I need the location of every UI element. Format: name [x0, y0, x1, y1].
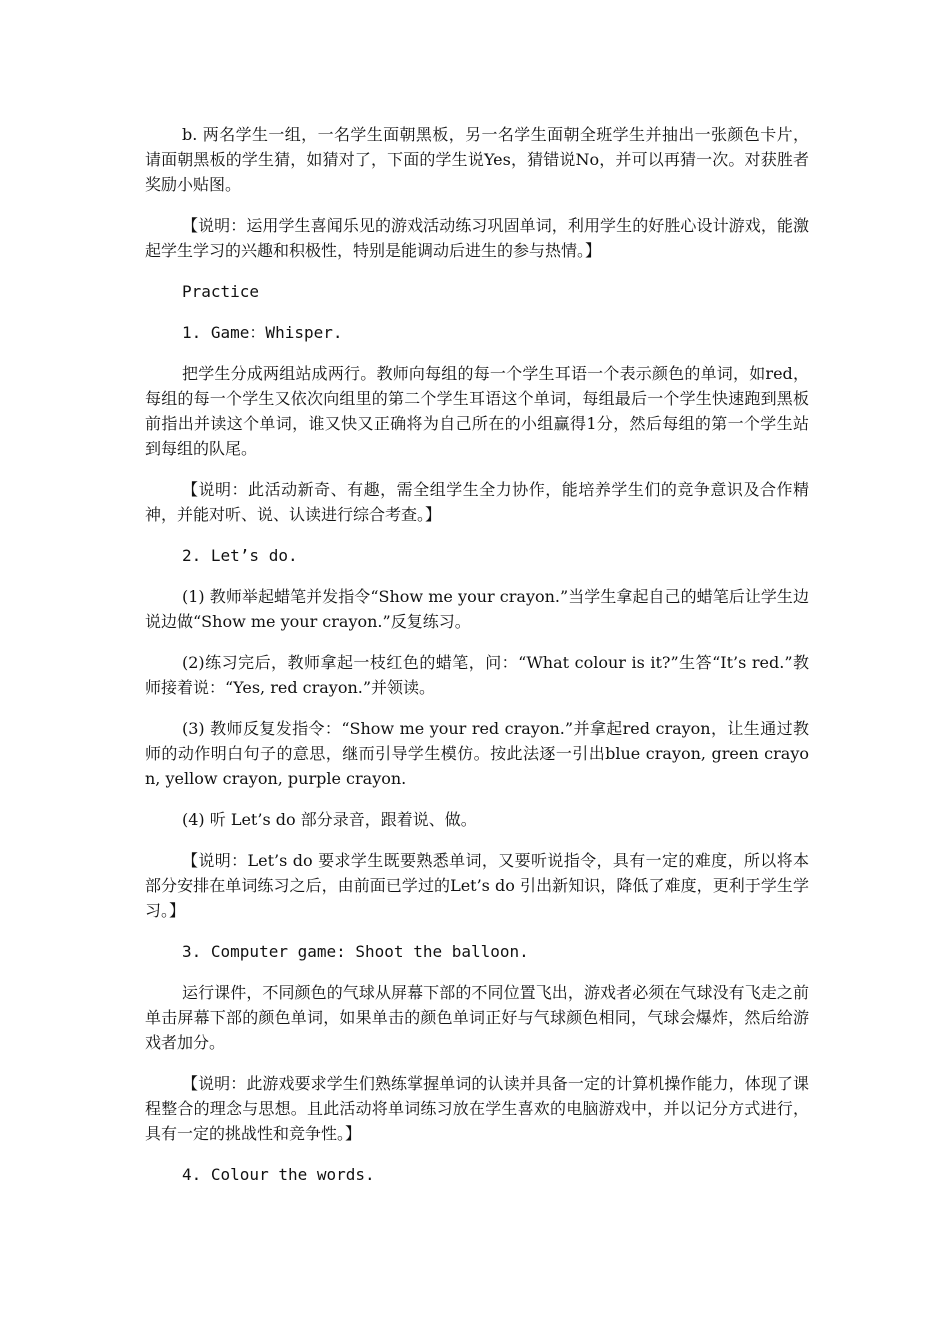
paragraph-guess-color-game: b. 两名学生一组，一名学生面朝黑板，另一名学生面朝全班学生并抽出一张颜色卡片，请面朝黑板的学生猜，如猜对了，下面的学生说Yes，猜错说No，并可以再猜一次。对获胜者奖励小贴图。 [145, 125, 809, 194]
paragraph-step-3: (3) 教师反复发指令：“Show me your red crayon.”并拿起red crayon，让生通过教师的动作明白句子的意思，继而引导学生模仿。按此法逐一引出blue crayon, green crayon, yellow crayon, purple crayon. [145, 719, 809, 788]
paragraph-step-2: (2)练习完后，教师拿起一枝红色的蜡笔，问：“What colour is it?”生答“It’s red.”教师接着说：“Yes, red crayon.”并领读。 [145, 653, 809, 697]
paragraph-whisper-rules: 把学生分成两组站成两行。教师向每组的每一个学生耳语一个表示颜色的单词，如red，每组的每一个学生又依次向组里的第二个学生耳语这个单词，每组最后一个学生快速跑到黑板前指出并读这个单词，谁又快又正确将为自己所在的小组赢得1分，然后每组的第一个学生站到每组的队尾。 [145, 364, 809, 458]
paragraph-step-1: (1) 教师举起蜡笔并发指令“Show me your crayon.”当学生拿起自己的蜡笔后让学生边说边做“Show me your crayon.”反复练习。 [145, 587, 809, 631]
note-lets-do-explanation: 【说明：Let’s do 要求学生既要熟悉单词，又要听说指令，具有一定的难度，所以将本部分安排在单词练习之后，由前面已学过的Let’s do 引出新知识，降低了难度，更利于学生学习。】 [145, 851, 809, 920]
note-game-explanation: 【说明：运用学生喜闻乐见的游戏活动练习巩固单词，利用学生的好胜心设计游戏，能激起学生学习的兴趣和积极性，特别是能调动后进生的参与热情。】 [145, 216, 809, 260]
note-balloon-explanation: 【说明：此游戏要求学生们熟练掌握单词的认读并具备一定的计算机操作能力，体现了课程整合的理念与思想。且此活动将单词练习放在学生喜欢的电脑游戏中，并以记分方式进行，具有一定的挑战性和竞争性。】 [145, 1074, 809, 1143]
paragraph-step-4: (4) 听 Let’s do 部分录音，跟着说、做。 [182, 810, 477, 829]
section-heading-practice: Practice [182, 282, 260, 301]
heading-lets-do: 2. Let’s do. [182, 546, 298, 565]
document-page [145, 122, 809, 1203]
heading-game-whisper: 1. Game：Whisper. [182, 323, 343, 342]
heading-colour-the-words: 4. Colour the words. [182, 1165, 375, 1184]
paragraph-balloon-game: 运行课件，不同颜色的气球从屏幕下部的不同位置飞出，游戏者必须在气球没有飞走之前单击屏幕下部的颜色单词，如果单击的颜色单词正好与气球颜色相同，气球会爆炸，然后给游戏者加分。 [145, 983, 809, 1052]
note-whisper-explanation: 【说明：此活动新奇、有趣，需全组学生全力协作，能培养学生们的竞争意识及合作精神，并能对听、说、认读进行综合考查。】 [145, 480, 809, 524]
heading-computer-game: 3. Computer game: Shoot the balloon. [182, 942, 529, 961]
